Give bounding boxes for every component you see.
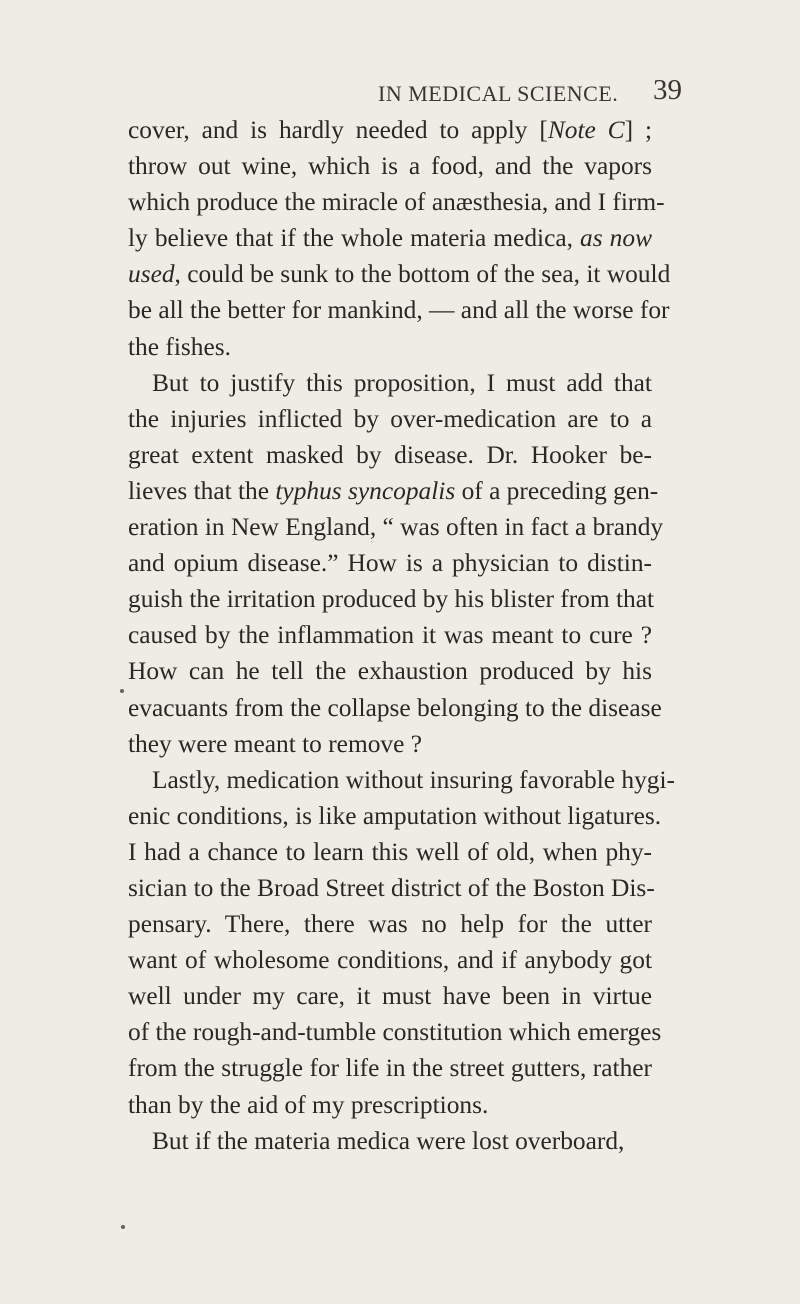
text-segment: ] ; xyxy=(624,116,652,144)
text-line xyxy=(128,292,670,328)
text-line xyxy=(128,509,664,545)
text-line xyxy=(128,473,659,509)
italic-text: typhus syncopalis xyxy=(275,476,456,505)
text-segment: caused by the inflammation it was meant to cure ? xyxy=(128,621,652,650)
text-line xyxy=(128,329,652,365)
text-line xyxy=(128,581,655,617)
text-segment: great extent masked by disease. Dr. Hooker be- xyxy=(128,440,652,469)
italic-text: as now xyxy=(580,224,652,253)
text-segment: guish the irritation produced by his blister from that xyxy=(128,585,655,614)
text-line xyxy=(128,906,652,942)
text-segment: How can he tell the exhaustion produced by his xyxy=(128,657,652,686)
text-segment: from the struggle for life in the street gutters, rather xyxy=(128,1054,652,1083)
text-segment: But if the materia medica were lost overboard, xyxy=(152,1126,625,1155)
text-line xyxy=(128,148,652,184)
text-segment: throw out wine, which is a food, and the vapors xyxy=(128,152,652,181)
text-segment: be all the better for mankind, — and all the worse for xyxy=(128,296,670,325)
text-line xyxy=(128,762,675,798)
text-segment: the fishes. xyxy=(128,332,231,361)
text-segment: But to justify this proposition, I must add that xyxy=(152,368,652,397)
text-segment: the injuries inflicted by over-medication are to a xyxy=(128,404,652,433)
text-segment: well under my care, it must have been in virtue xyxy=(128,982,652,1011)
stray-ink-mark xyxy=(120,689,124,693)
text-line xyxy=(128,617,652,653)
text-segment: and opium disease.” How is a physician to distin- xyxy=(128,549,652,578)
text-line xyxy=(128,942,652,978)
text-line xyxy=(128,1050,652,1086)
text-segment: enic conditions, is like amputation without ligatures. xyxy=(128,801,662,830)
text-line xyxy=(128,1014,662,1050)
text-segment: than by the aid of my prescriptions. xyxy=(128,1090,489,1119)
text-segment: of a preceding gen- xyxy=(455,476,659,505)
text-line xyxy=(128,545,652,581)
text-line xyxy=(128,978,652,1014)
text-segment: which produce the miracle of anæsthesia, and I firm- xyxy=(128,188,665,217)
text-segment: eration in New England, “ was often in fact a brandy xyxy=(128,513,664,542)
text-line xyxy=(128,184,665,220)
text-segment: ly believe that if the whole materia medica, xyxy=(128,224,581,253)
stray-ink-mark xyxy=(121,1225,125,1229)
text-line xyxy=(128,401,652,437)
text-segment: of the rough-and-tumble constitution which emerges xyxy=(128,1018,662,1047)
text-line xyxy=(128,112,652,148)
text-segment: cover, and is hardly needed to apply [ xyxy=(128,116,548,144)
text-line xyxy=(128,256,671,292)
text-segment: , could be sunk to the bottom of the sea, it would xyxy=(174,260,671,289)
text-segment: pensary. There, there was no help for the utter xyxy=(128,910,652,939)
text-line xyxy=(128,726,652,762)
text-segment: I had a chance to learn this well of old, when phy- xyxy=(128,837,652,866)
text-line xyxy=(128,220,652,256)
text-line xyxy=(128,365,652,401)
page-header xyxy=(0,74,800,114)
text-segment: lieves that the xyxy=(128,476,276,505)
text-segment: they were meant to remove ? xyxy=(128,729,422,758)
running-head: IN MEDICAL SCIENCE. xyxy=(378,81,619,106)
italic-text: used xyxy=(128,260,175,289)
text-segment: evacuants from the collapse belonging to the disease xyxy=(128,693,662,722)
text-segment: want of wholesome conditions, and if anybody got xyxy=(128,946,652,975)
page-number: 39 xyxy=(653,74,682,106)
italic-text: Note C xyxy=(547,116,625,144)
body-text xyxy=(128,112,675,1159)
text-line xyxy=(128,834,652,870)
text-segment: Lastly, medication without insuring favorable hygi- xyxy=(152,765,675,794)
text-line xyxy=(128,437,652,473)
text-line xyxy=(128,653,652,689)
text-line xyxy=(128,690,662,726)
text-line xyxy=(128,798,662,834)
text-segment: sician to the Broad Street district of the Boston Dis- xyxy=(128,873,655,902)
text-line xyxy=(128,870,655,906)
text-line xyxy=(128,1087,652,1123)
text-line xyxy=(128,1123,652,1159)
